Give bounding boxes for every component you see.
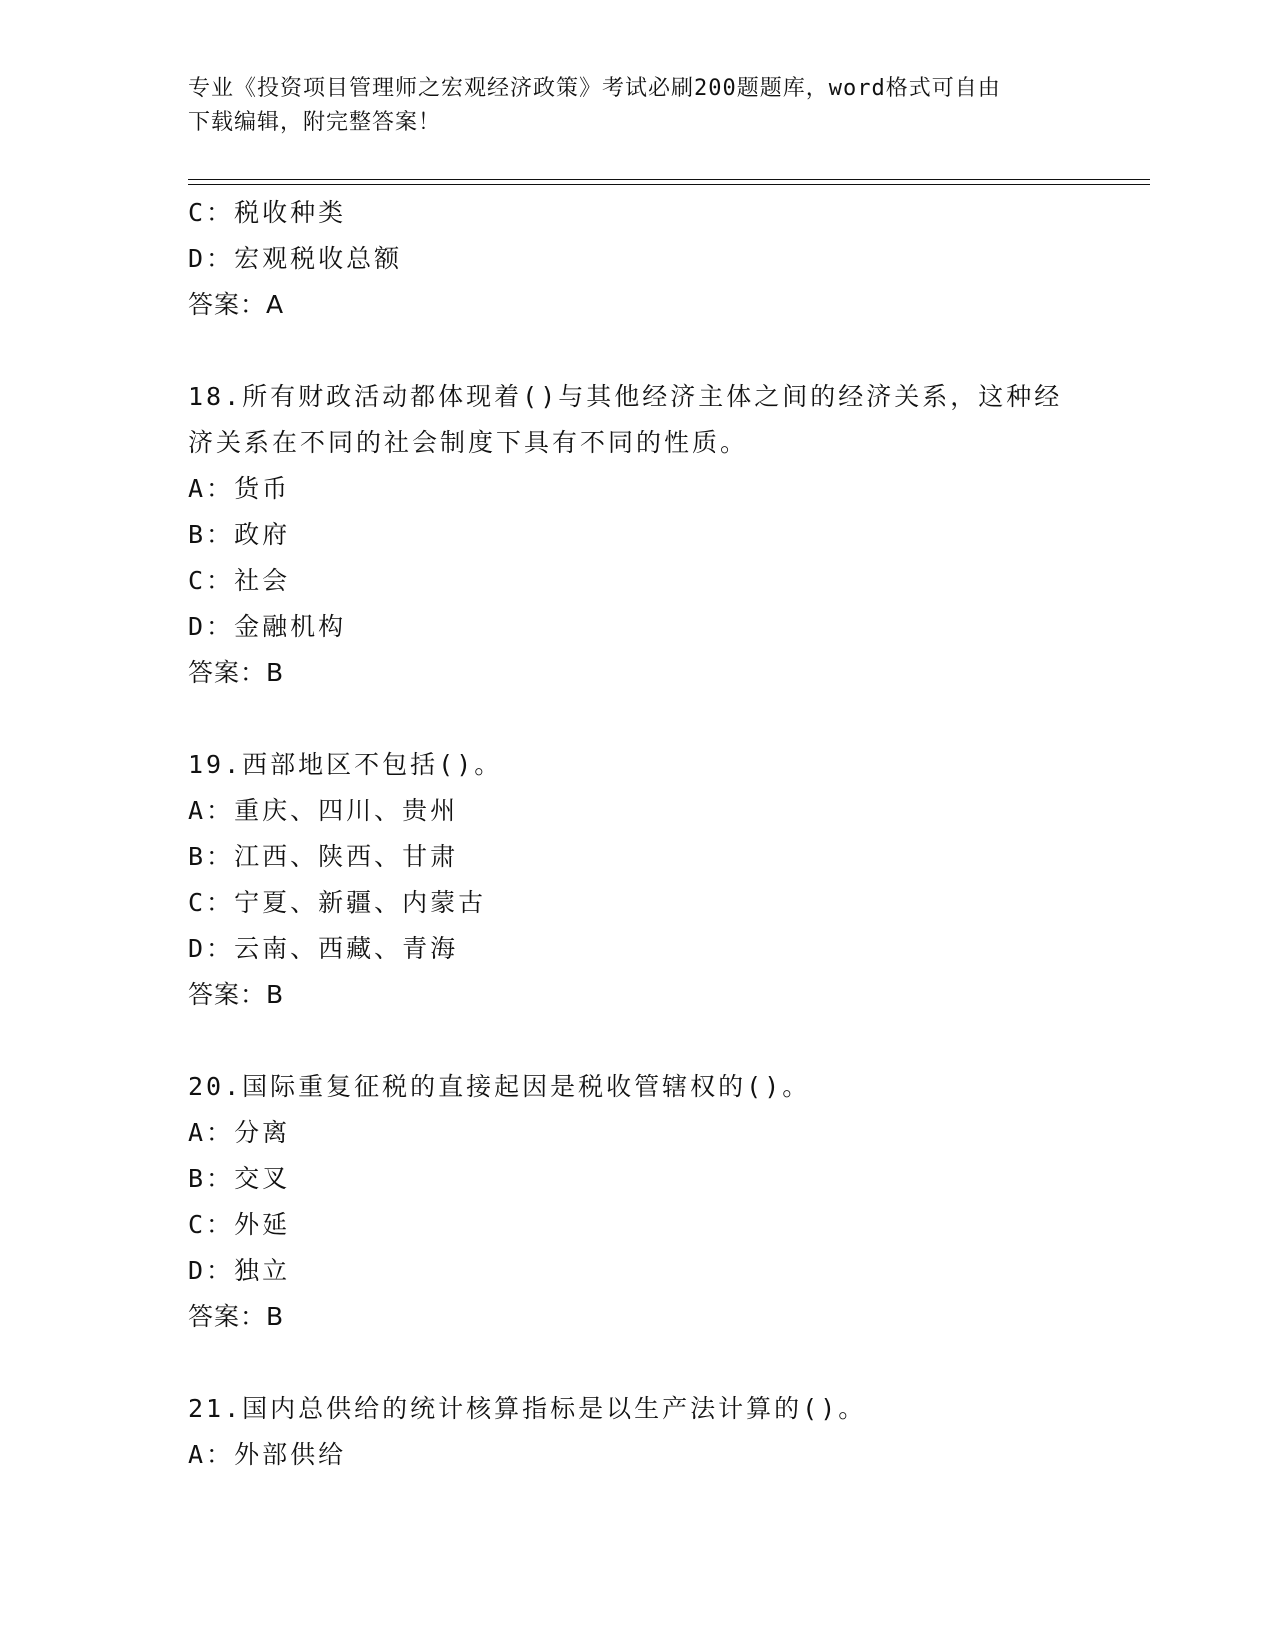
option-letter: A：: [188, 1118, 235, 1147]
option-text: 外延: [234, 1210, 291, 1239]
option-b: [188, 834, 1088, 880]
question-text-line-1: 21.国内总供给的统计核算指标是以生产法计算的()。: [188, 1394, 867, 1423]
option-letter: B：: [188, 520, 235, 549]
option-text: 独立: [234, 1256, 291, 1285]
option-letter: C：: [188, 888, 235, 917]
option-a: [188, 466, 1088, 512]
option-c: [188, 190, 1088, 236]
option-letter: C：: [188, 198, 235, 227]
header-divider-bottom: [188, 184, 1150, 185]
document-header: [188, 72, 1088, 140]
option-text: 外部供给: [234, 1440, 347, 1469]
question-20: [188, 1064, 1088, 1340]
header-divider-top: [188, 179, 1150, 180]
option-a: [188, 788, 1088, 834]
header-line-1: 专业《投资项目管理师之宏观经济政策》考试必刷200题题库，word格式可自由: [188, 76, 1001, 101]
option-c: [188, 558, 1088, 604]
option-a: [188, 1110, 1088, 1156]
spacer: [188, 1340, 1088, 1386]
option-c: [188, 1202, 1088, 1248]
option-letter: D：: [188, 1256, 235, 1285]
option-d: [188, 1248, 1088, 1294]
spacer: [188, 696, 1088, 742]
option-letter: D：: [188, 934, 235, 963]
option-letter: A：: [188, 1440, 235, 1469]
option-text: 金融机构: [234, 612, 347, 641]
answer-line: 答案：B: [188, 980, 285, 1009]
option-text: 货币: [234, 474, 291, 503]
header-line-2: 下载编辑，附完整答案！: [188, 110, 442, 135]
question-21: [188, 1386, 1088, 1478]
option-letter: B：: [188, 842, 235, 871]
question-text-line-1: 20.国际重复征税的直接起因是税收管辖权的()。: [188, 1072, 811, 1101]
option-text: 政府: [234, 520, 291, 549]
question-19: [188, 742, 1088, 1018]
option-d: [188, 236, 1088, 282]
option-letter: A：: [188, 474, 235, 503]
option-c: [188, 880, 1088, 926]
option-d: [188, 604, 1088, 650]
answer-line: 答案：A: [188, 290, 285, 319]
option-text: 重庆、四川、贵州: [234, 796, 459, 825]
option-letter: C：: [188, 566, 235, 595]
option-d: [188, 926, 1088, 972]
option-text: 税收种类: [234, 198, 347, 227]
option-text: 宁夏、新疆、内蒙古: [234, 888, 487, 917]
option-text: 分离: [234, 1118, 291, 1147]
question-text-line-2: 济关系在不同的社会制度下具有不同的性质。: [188, 428, 749, 457]
option-letter: C：: [188, 1210, 235, 1239]
option-text: 江西、陕西、甘肃: [234, 842, 459, 871]
option-letter: D：: [188, 612, 235, 641]
option-text: 社会: [234, 566, 291, 595]
option-text: 宏观税收总额: [234, 244, 403, 273]
question-18: [188, 374, 1088, 696]
spacer: [188, 1018, 1088, 1064]
option-letter: A：: [188, 796, 235, 825]
question-text-line-1: 18.所有财政活动都体现着()与其他经济主体之间的经济关系，这种经: [188, 382, 1063, 411]
option-text: 云南、西藏、青海: [234, 934, 459, 963]
question-text-line-1: 19.西部地区不包括()。: [188, 750, 503, 779]
option-text: 交叉: [234, 1164, 291, 1193]
question-continued: [188, 190, 1088, 328]
question-list: [188, 190, 1088, 1478]
answer-line: 答案：B: [188, 1302, 285, 1331]
option-b: [188, 512, 1088, 558]
option-letter: D：: [188, 244, 235, 273]
option-letter: B：: [188, 1164, 235, 1193]
spacer: [188, 328, 1088, 374]
answer-line: 答案：B: [188, 658, 285, 687]
option-a: [188, 1432, 1088, 1478]
option-b: [188, 1156, 1088, 1202]
